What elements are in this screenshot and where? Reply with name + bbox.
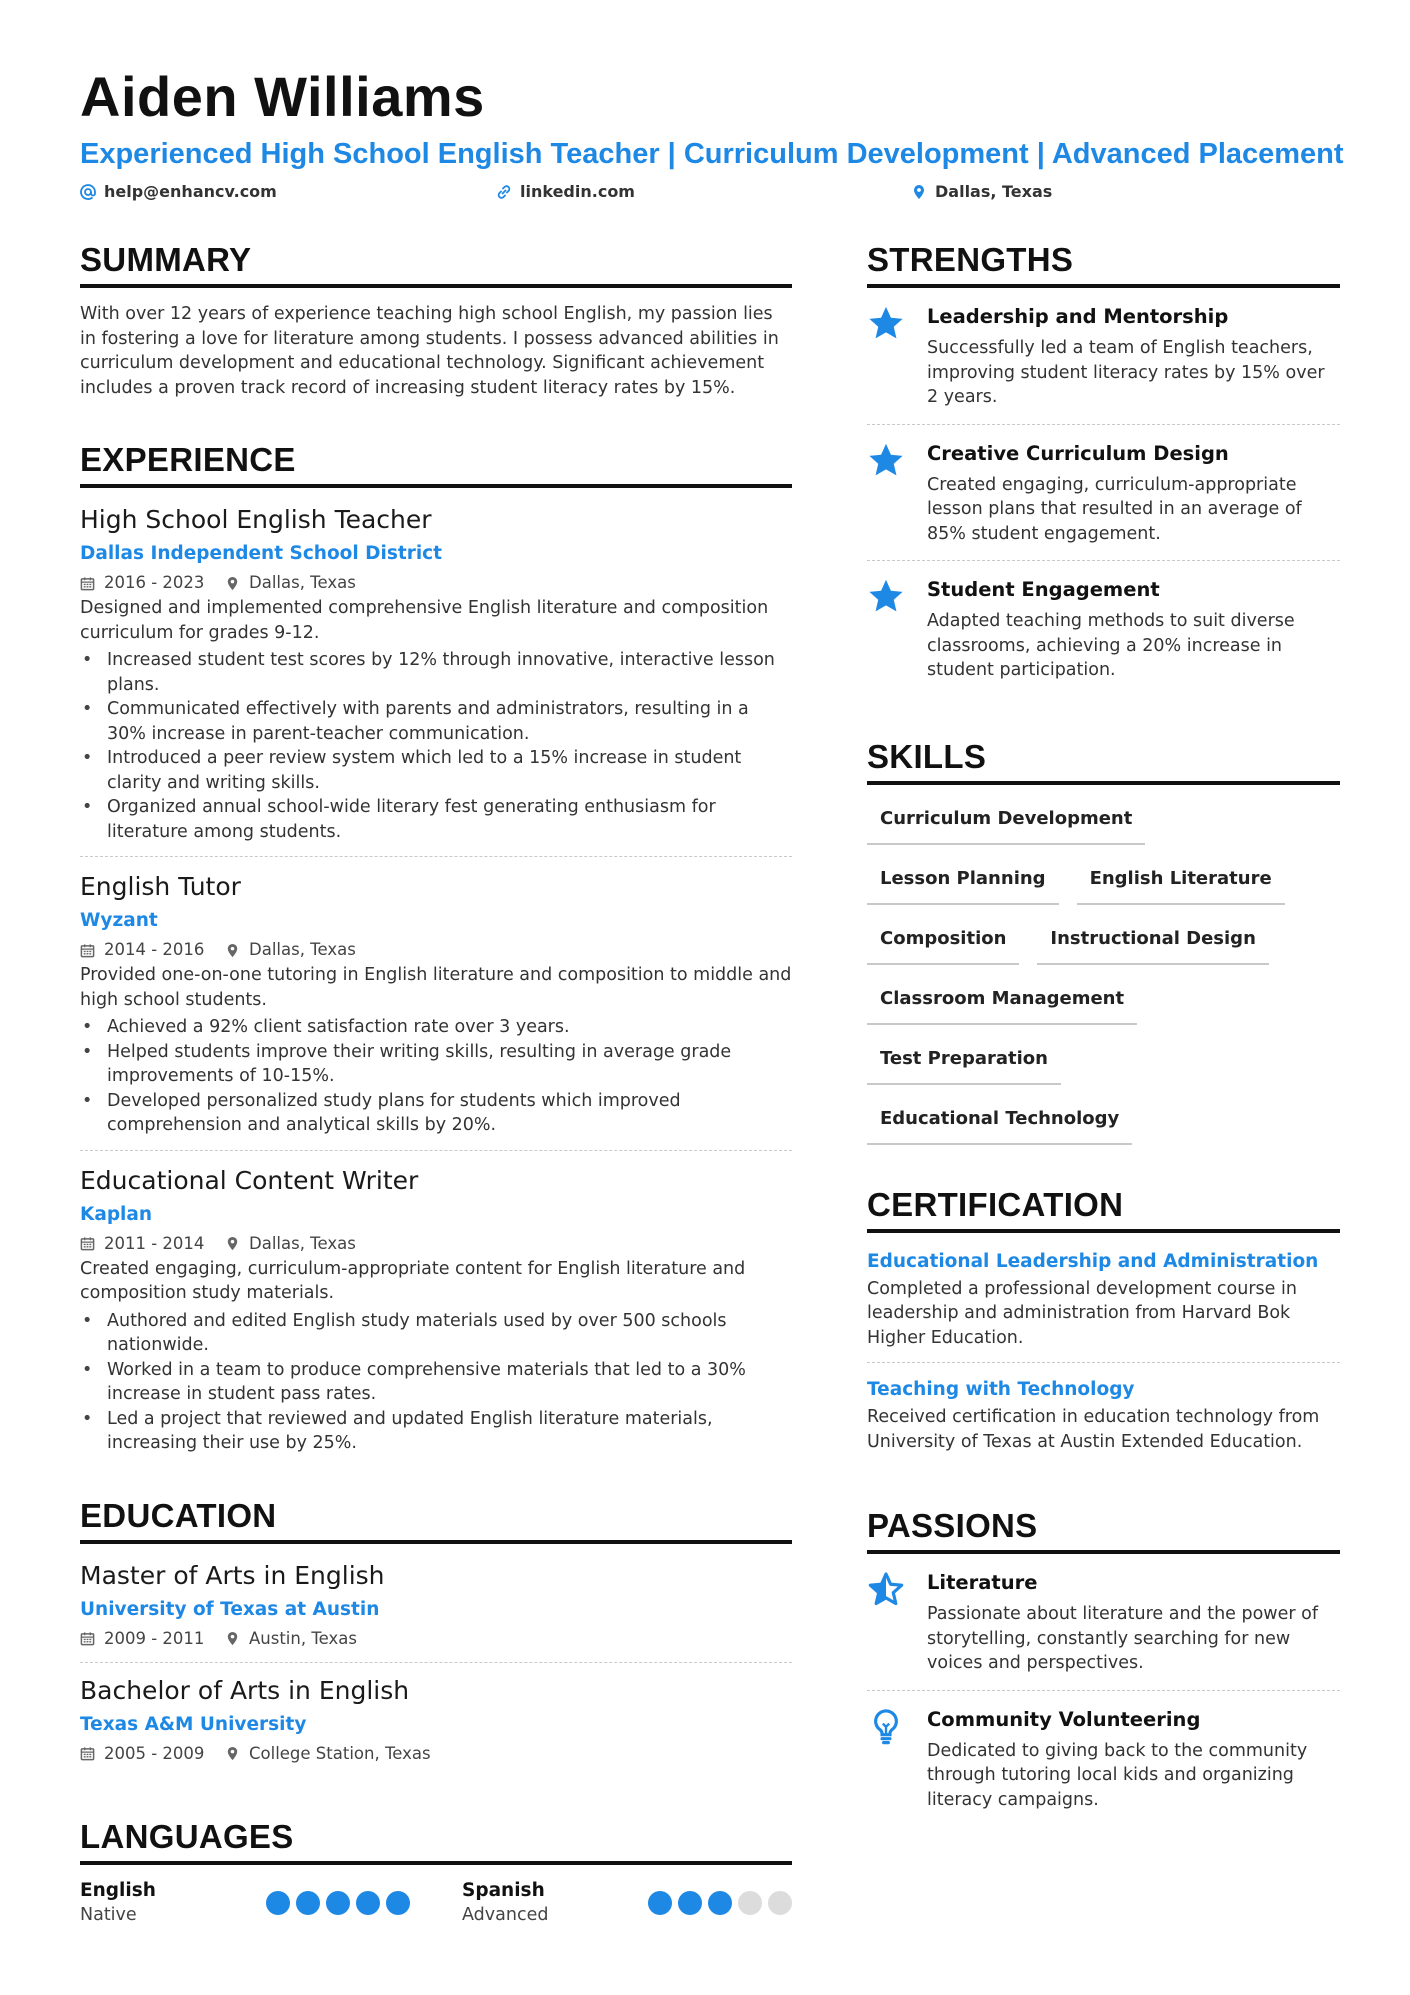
- at-icon: [80, 184, 96, 200]
- contact-bar: [80, 178, 1340, 206]
- strength-entry: [867, 575, 1340, 697]
- language-list: [80, 1879, 792, 1927]
- location: [225, 1741, 431, 1767]
- linkedin-text: linkedin.com: [520, 182, 635, 201]
- job-entry: [80, 1163, 792, 1456]
- calendar-icon: [80, 576, 95, 591]
- entry-title: Creative Curriculum Design: [927, 441, 1229, 465]
- meta-row: [80, 937, 792, 963]
- icon-wrap: [867, 575, 927, 683]
- location-contact: [911, 178, 1052, 206]
- entry-body: [927, 439, 1340, 547]
- map-pin-icon: [225, 943, 240, 958]
- job-description: Created engaging, curriculum-appropriate content for English literature and composition study materials.: [80, 1258, 746, 1303]
- language-level: Advanced: [462, 1904, 549, 1925]
- achievement-item: • Increased student test scores by 12% through innovative, interactive lesson plans.: [80, 648, 792, 697]
- entry-body: [927, 575, 1340, 683]
- entry-title: Community Volunteering: [927, 1707, 1201, 1731]
- summary-text: With over 12 years of experience teaching high school English, my passion lies in fostering a love for literature among students. I possess advanced abilities in curriculum development and educational technology. Significant achievement includes a proven track record of increasing student literacy rates by 15%.: [80, 304, 779, 398]
- section-title-education: EDUCATION: [80, 1494, 792, 1544]
- language-name: Spanish: [462, 1879, 545, 1901]
- skill-tag: Lesson Planning: [867, 859, 1059, 905]
- company-name[interactable]: Kaplan: [80, 1203, 153, 1225]
- achievement-item: • Achieved a 92% client satisfaction rate over 3 years.: [80, 1015, 792, 1040]
- strength-entry: [867, 302, 1340, 425]
- star-icon: [867, 441, 905, 479]
- certification-description: Received certification in education technology from University of Texas at Austin Extended Education.: [867, 1407, 1320, 1452]
- education-entry: [80, 1673, 792, 1777]
- strengths-section: [867, 238, 1340, 697]
- achievement-item: • Developed personalized study plans for students which improved comprehension and analytical skills by 20%.: [80, 1089, 792, 1138]
- star-icon: [867, 577, 905, 615]
- passion-list: [867, 1568, 1340, 1826]
- location: [225, 570, 356, 596]
- achievement-item: • Authored and edited English study materials used by over 500 schools nationwide.: [80, 1309, 792, 1358]
- proficiency-dot: [708, 1891, 732, 1915]
- language-text: [80, 1879, 156, 1927]
- icon-wrap: [867, 1568, 927, 1676]
- candidate-name: Aiden Williams: [80, 65, 485, 128]
- proficiency-dot: [296, 1891, 320, 1915]
- entry-body: [927, 302, 1340, 410]
- location: [225, 1626, 357, 1652]
- education-entry: [80, 1558, 792, 1663]
- skill-tag: Composition: [867, 919, 1019, 965]
- star-outline-icon: [867, 1570, 905, 1608]
- school-name[interactable]: Texas A&M University: [80, 1713, 307, 1735]
- achievement-list: [80, 1015, 792, 1138]
- meta-row: [80, 570, 792, 596]
- entry-description: Dedicated to giving back to the community through tutoring local kids and organizing literacy campaigns.: [927, 1740, 1308, 1810]
- calendar-icon: [80, 1236, 95, 1251]
- achievement-item: • Led a project that reviewed and updated English literature materials, increasing their use by 25%.: [80, 1407, 792, 1456]
- linkedin-contact[interactable]: [496, 178, 635, 206]
- degree: Master of Arts in English: [80, 1560, 385, 1590]
- certification-entry: [867, 1375, 1340, 1466]
- certification-entry: [867, 1247, 1340, 1364]
- achievement-item: • Communicated effectively with parents and administrators, resulting in a 30% increase in parent-teacher communication.: [80, 697, 792, 746]
- job-entry: [80, 869, 792, 1151]
- proficiency-dots: [648, 1891, 792, 1915]
- date-text: 2011 - 2014: [104, 1233, 205, 1253]
- calendar-icon: [80, 1631, 95, 1646]
- proficiency-dot: [738, 1891, 762, 1915]
- proficiency-dot: [386, 1891, 410, 1915]
- star-icon: [867, 304, 905, 342]
- proficiency-dot: [266, 1891, 290, 1915]
- location-text: Dallas, Texas: [935, 182, 1053, 201]
- achievement-item: • Helped students improve their writing skills, resulting in average grade improvements of 10-15%.: [80, 1040, 792, 1089]
- headline: Experienced High School English Teacher | Curriculum Development | Advanced Placement: [80, 138, 1344, 170]
- section-title-languages: LANGUAGES: [80, 1815, 792, 1865]
- entry-body: [927, 1705, 1340, 1813]
- certification-title[interactable]: Teaching with Technology: [867, 1379, 1135, 1400]
- strength-list: [867, 302, 1340, 697]
- proficiency-dot: [326, 1891, 350, 1915]
- entry-title: Leadership and Mentorship: [927, 305, 1229, 328]
- skill-tag: Educational Technology: [867, 1099, 1132, 1145]
- skills-section: [867, 735, 1340, 1145]
- skill-tag: Classroom Management: [867, 979, 1137, 1025]
- section-title-passions: PASSIONS: [867, 1504, 1340, 1554]
- map-pin-icon: [911, 184, 927, 200]
- job-title: High School English Teacher: [80, 505, 432, 534]
- icon-wrap: [867, 439, 927, 547]
- job-description: Provided one-on-one tutoring in English literature and composition to middle and high school students.: [80, 965, 792, 1010]
- left-column: [80, 238, 792, 1965]
- email-contact[interactable]: [80, 178, 277, 206]
- certification-title[interactable]: Educational Leadership and Administration: [867, 1250, 1319, 1272]
- achievement-list: [80, 648, 792, 844]
- section-title-experience: EXPERIENCE: [80, 438, 792, 488]
- meta-row: [80, 1231, 792, 1257]
- job-entry: [80, 502, 792, 857]
- languages-section: [80, 1815, 792, 1927]
- language-entry: [462, 1879, 792, 1927]
- section-title-strengths: STRENGTHS: [867, 238, 1340, 288]
- meta-row: [80, 1741, 792, 1767]
- skill-tag: Instructional Design: [1037, 919, 1268, 965]
- map-pin-icon: [225, 576, 240, 591]
- date-range: [80, 937, 225, 963]
- email-text: help@enhancv.com: [104, 182, 277, 201]
- map-pin-icon: [225, 1236, 240, 1251]
- date-range: [80, 1626, 225, 1652]
- date-text: 2005 - 2009: [104, 1743, 205, 1763]
- entry-title: Student Engagement: [927, 578, 1160, 601]
- passions-section: [867, 1504, 1340, 1826]
- location-text: Dallas, Texas: [249, 1233, 356, 1253]
- job-title: English Tutor: [80, 872, 241, 901]
- skill-tag: English Literature: [1077, 859, 1285, 905]
- location-text: College Station, Texas: [249, 1743, 431, 1763]
- job-description: Designed and implemented comprehensive English literature and composition curriculum for grades 9-12.: [80, 598, 769, 643]
- language-level: Native: [80, 1904, 137, 1925]
- skill-tag: Test Preparation: [867, 1039, 1061, 1085]
- school-name[interactable]: University of Texas at Austin: [80, 1598, 380, 1620]
- location: [225, 937, 356, 963]
- map-pin-icon: [225, 1746, 240, 1761]
- achievement-item: • Worked in a team to produce comprehensive materials that led to a 30% increase in student pass rates.: [80, 1358, 792, 1407]
- location-text: Dallas, Texas: [249, 940, 356, 959]
- date-text: 2009 - 2011: [104, 1628, 205, 1648]
- meta-row: [80, 1626, 792, 1652]
- education-list: [80, 1558, 792, 1777]
- entry-description: Successfully led a team of English teachers, improving student literacy rates by 15% over 2 years.: [927, 338, 1325, 407]
- location: [225, 1231, 356, 1257]
- certification-description: Completed a professional development course in leadership and administration from Harvard Bok Higher Education.: [867, 1278, 1297, 1348]
- section-title-certification: CERTIFICATION: [867, 1183, 1340, 1233]
- summary-section: [80, 238, 792, 400]
- entry-description: Passionate about literature and the power of storytelling, constantly searching for new voices and perspectives.: [927, 1604, 1319, 1673]
- proficiency-dots: [266, 1891, 410, 1915]
- job-list: [80, 502, 792, 1456]
- company-name[interactable]: Dallas Independent School District: [80, 543, 442, 564]
- proficiency-dot: [768, 1891, 792, 1915]
- achievement-item: • Introduced a peer review system which led to a 15% increase in student clarity and writing skills.: [80, 746, 792, 795]
- proficiency-dot: [678, 1891, 702, 1915]
- certification-section: [867, 1183, 1340, 1467]
- job-title: Educational Content Writer: [80, 1165, 419, 1195]
- lightbulb-icon: [867, 1707, 905, 1745]
- icon-wrap: [867, 302, 927, 410]
- section-title-summary: SUMMARY: [80, 238, 792, 288]
- passion-entry: [867, 1568, 1340, 1691]
- calendar-icon: [80, 1746, 95, 1761]
- date-range: [80, 1231, 225, 1257]
- resume-header: [80, 62, 1344, 206]
- skill-list: [867, 799, 1340, 1145]
- strength-entry: [867, 439, 1340, 562]
- date-range: [80, 1741, 225, 1767]
- education-section: [80, 1494, 792, 1777]
- location-text: Austin, Texas: [249, 1628, 357, 1648]
- location-text: Dallas, Texas: [249, 573, 356, 592]
- icon-wrap: [867, 1705, 927, 1813]
- achievement-item: • Organized annual school-wide literary fest generating enthusiasm for literature among students.: [80, 795, 792, 844]
- achievement-list: [80, 1309, 792, 1456]
- map-pin-icon: [225, 1631, 240, 1646]
- calendar-icon: [80, 943, 95, 958]
- entry-description: Adapted teaching methods to suit diverse classrooms, achieving a 20% increase in student participation.: [927, 611, 1295, 680]
- skill-tag: Curriculum Development: [867, 799, 1145, 845]
- date-range: [80, 570, 225, 596]
- degree: Bachelor of Arts in English: [80, 1675, 410, 1705]
- language-entry: [80, 1879, 410, 1927]
- date-text: 2016 - 2023: [104, 573, 205, 592]
- right-column: [867, 238, 1340, 1864]
- proficiency-dot: [356, 1891, 380, 1915]
- entry-description: Created engaging, curriculum-appropriate lesson plans that resulted in an average of 85% student engagement.: [927, 474, 1302, 544]
- date-text: 2014 - 2016: [104, 940, 205, 959]
- passion-entry: [867, 1705, 1340, 1827]
- entry-body: [927, 1568, 1340, 1676]
- proficiency-dot: [648, 1891, 672, 1915]
- company-name[interactable]: Wyzant: [80, 910, 158, 931]
- entry-title: Literature: [927, 1571, 1038, 1594]
- certification-list: [867, 1247, 1340, 1467]
- experience-section: [80, 438, 792, 1456]
- language-text: [462, 1879, 548, 1927]
- link-icon: [496, 184, 512, 200]
- section-title-skills: SKILLS: [867, 735, 1340, 785]
- language-name: English: [80, 1879, 156, 1901]
